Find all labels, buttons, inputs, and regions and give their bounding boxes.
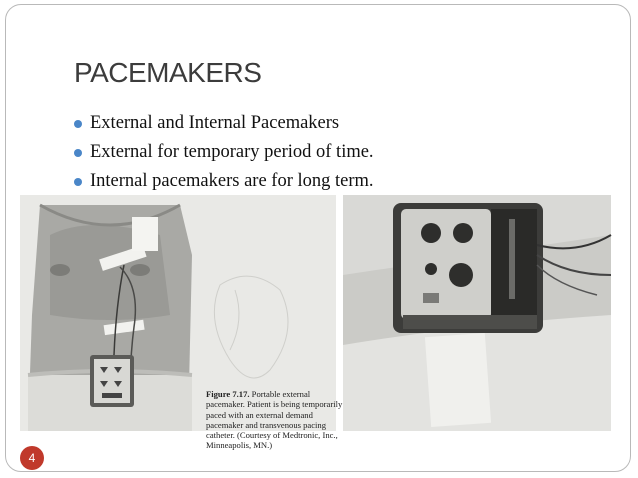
figure-label: Figure 7.17.: [206, 389, 250, 399]
external-pacemaker-device-photo: [343, 195, 611, 431]
bullet-item: Internal pacemakers are for long term.: [72, 167, 374, 196]
bullet-item: External and Internal Pacemakers: [72, 109, 374, 138]
page-number-badge: 4: [20, 446, 44, 470]
patient-pacemaker-photo: [20, 195, 343, 451]
slide-title: PACEMAKERS: [74, 57, 262, 88]
figure-caption: [206, 389, 346, 451]
bullet-item: External for temporary period of time.: [72, 138, 374, 167]
bullet-list: [72, 109, 374, 196]
slide: [5, 4, 631, 472]
figure-caption-text: Portable external pacemaker. Patient is being temporarily paced with an external demand pacemaker and transvenous pacing catheter. (Courtesy of Medtronic, Inc., Minneapolis, MN.): [206, 389, 343, 451]
